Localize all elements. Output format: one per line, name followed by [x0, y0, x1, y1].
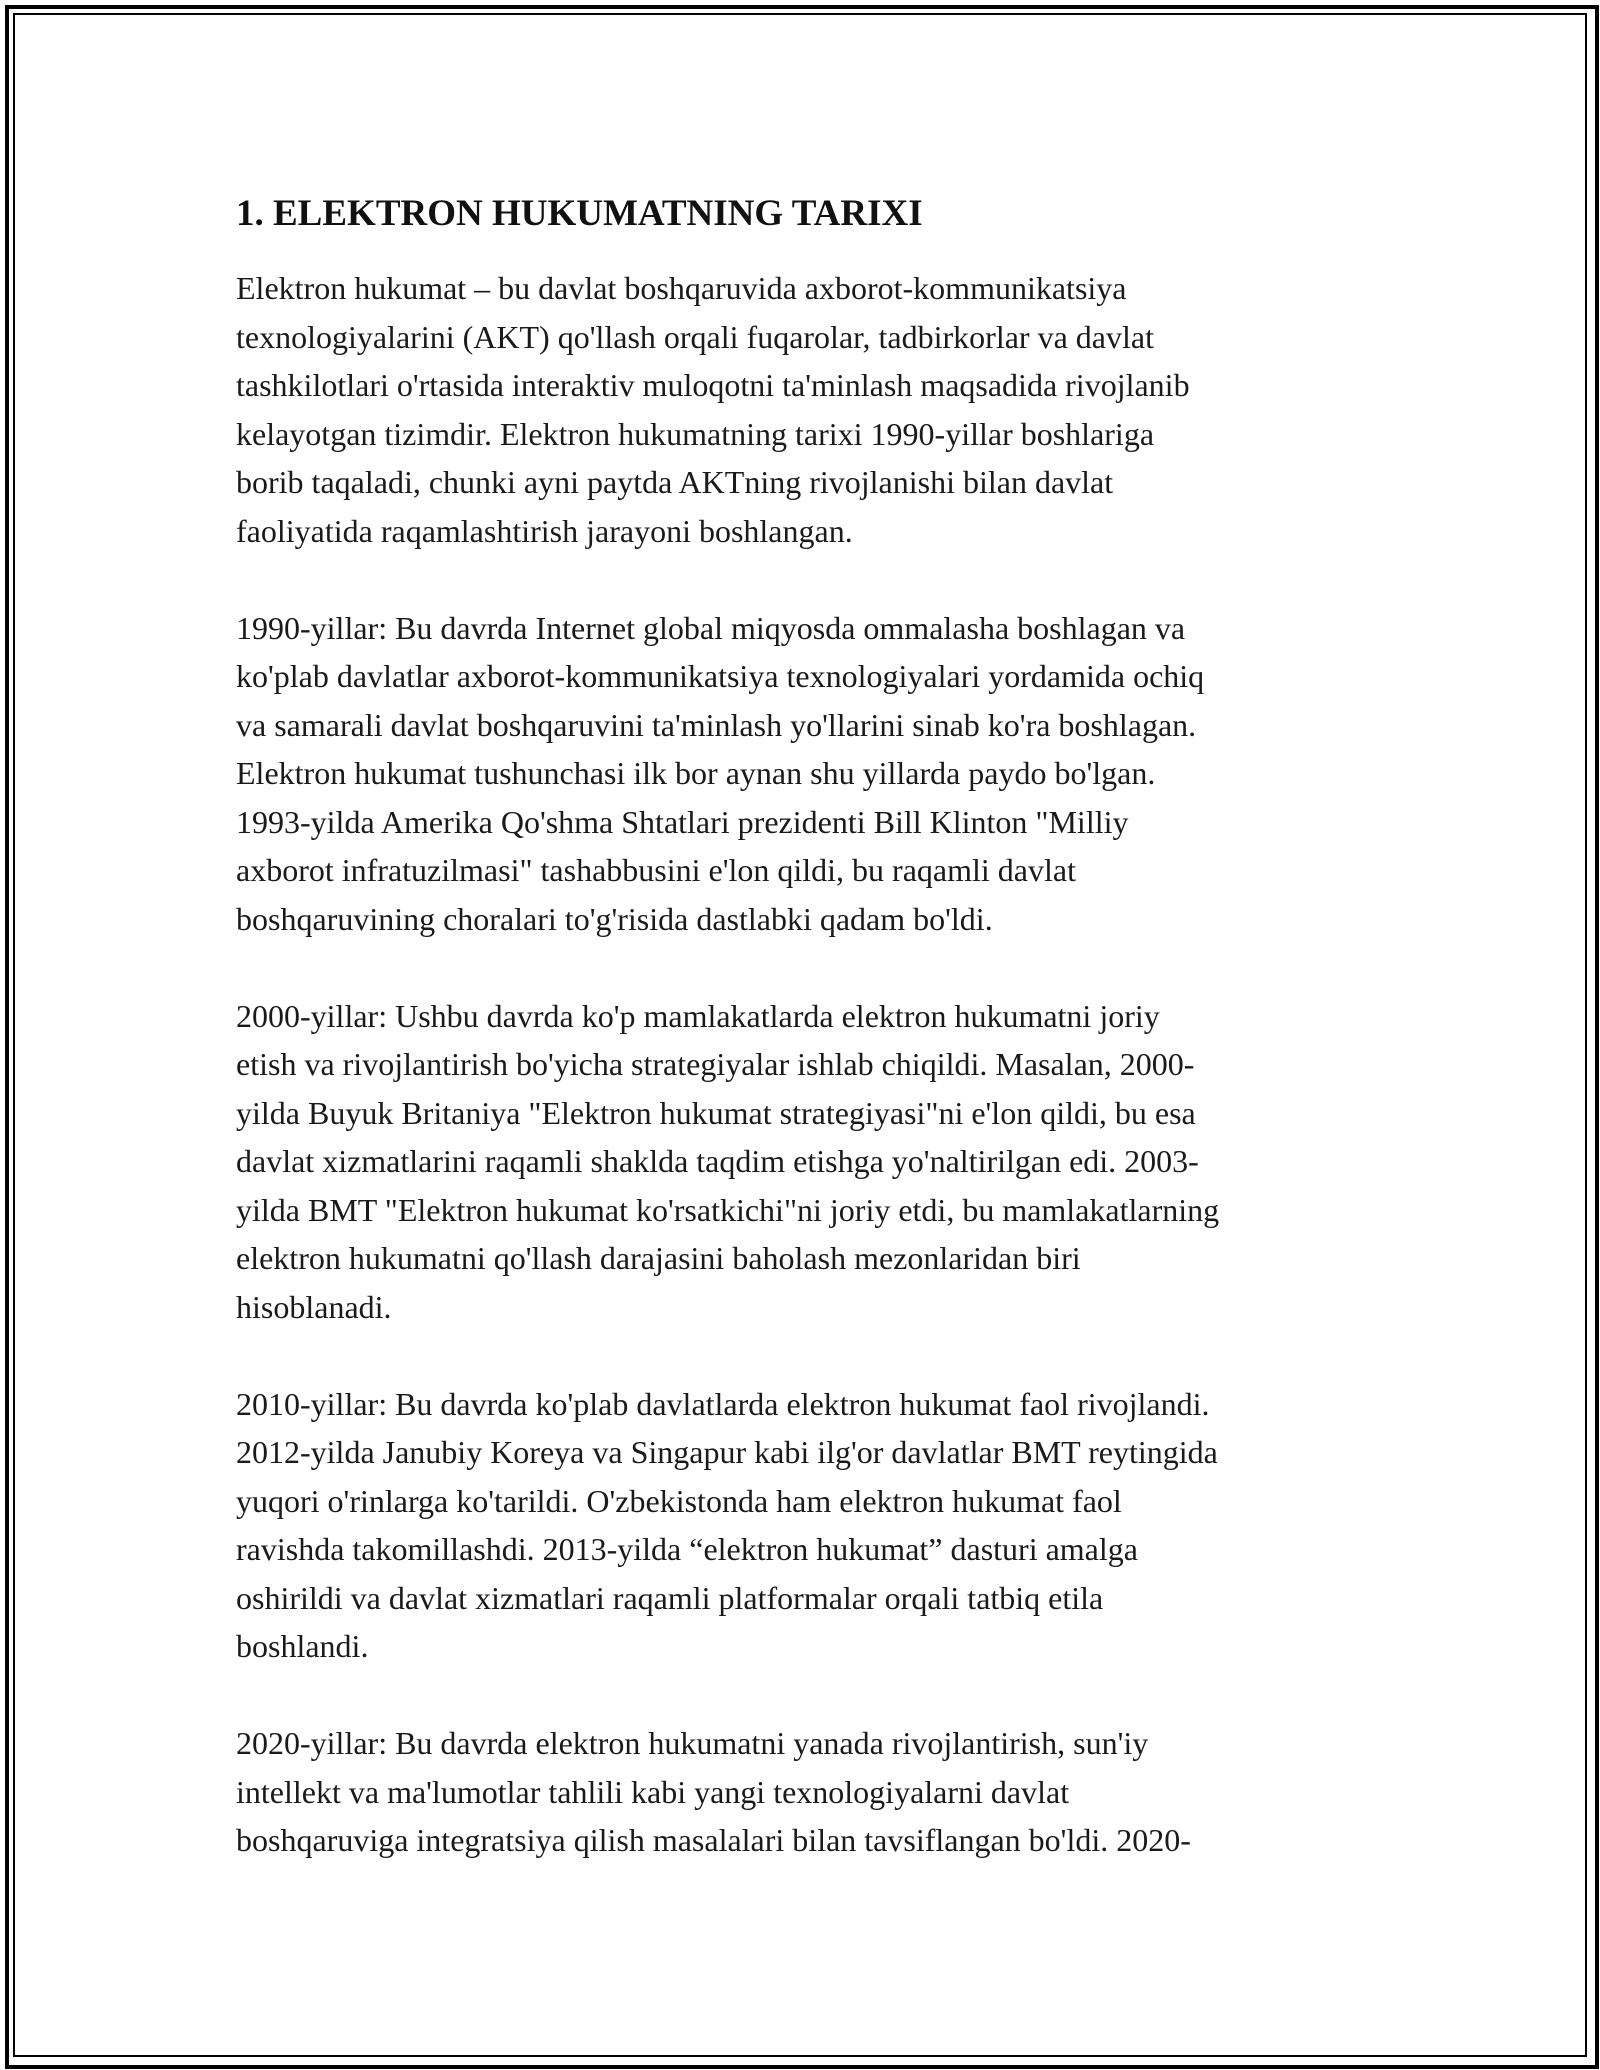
- text-line: Elektron hukumat tushunchasi ilk bor aynan shu yillarda paydo bo'lgan.: [236, 755, 1156, 791]
- text-line: faoliyatida raqamlashtirish jarayoni boshlangan.: [236, 512, 853, 549]
- text-line: 2010-yillar: Bu davrda ko'plab davlatlarda elektron hukumat faol rivojlandi.: [236, 1385, 1210, 1422]
- text-line: 2020-yillar: Bu davrda elektron hukumatni yanada rivojlantirish, sun'iy: [236, 1725, 1149, 1761]
- text-line: 2012-yilda Janubiy Koreya va Singapur kabi ilg'or davlatlar BMT reytingida: [236, 1434, 1218, 1470]
- text-line: ko'plab davlatlar axborot-kommunikatsiya texnologiyalari yordamida ochiq: [236, 658, 1205, 694]
- text-line: yuqori o'rinlarga ko'tarildi. O'zbekistonda ham elektron hukumat faol: [236, 1482, 1122, 1519]
- text-line: tashkilotlari o'rtasida interaktiv muloqotni ta'minlash maqsadida rivojlanib: [236, 367, 1190, 403]
- text-line: borib taqaladi, chunki ayni paytda AKTning rivojlanishi bilan davlat: [236, 464, 1114, 500]
- text-line: kelayotgan tizimdir. Elektron hukumatning tarixi 1990-yillar boshlariga: [236, 415, 1155, 452]
- document-body: [236, 184, 1376, 1913]
- text-line: ravishda takomillashdi. 2013-yilda “elektron hukumat” dasturi amalga: [236, 1531, 1138, 1567]
- text-line: oshirildi va davlat xizmatlari raqamli platformalar orqali tatbiq etila: [236, 1579, 1104, 1616]
- text-line: 2000-yillar: Ushbu davrda ko'p mamlakatlarda elektron hukumatni joriy: [236, 997, 1160, 1034]
- text-line: yilda BMT "Elektron hukumat ko'rsatkichi"ni joriy etdi, bu mamlakatlarning: [236, 1191, 1220, 1228]
- text-line: etish va rivojlantirish bo'yicha strategiyalar ishlab chiqildi. Masalan, 2000-: [236, 1046, 1195, 1082]
- text-line: Elektron hukumat – bu davlat boshqaruvida axborot-kommunikatsiya: [236, 270, 1127, 306]
- paragraph-2010s: [236, 1380, 1376, 1671]
- text-line: va samarali davlat boshqaruvini ta'minlash yo'llarini sinab ko'ra boshlagan.: [236, 706, 1197, 743]
- text-line: texnologiyalarini (AKT) qo'llash orqali fuqarolar, tadbirkorlar va davlat: [236, 318, 1154, 355]
- text-line: davlat xizmatlarini raqamli shaklda taqdim etishga yo'naltirilgan edi. 2003-: [236, 1143, 1199, 1179]
- text-line: axborot infratuzilmasi" tashabbusini e'lon qildi, bu raqamli davlat: [236, 852, 1076, 888]
- paragraph-1990s: [236, 604, 1376, 944]
- paragraph-2000s: [236, 992, 1376, 1332]
- text-line: hisoblanadi.: [236, 1288, 392, 1325]
- text-line: boshqaruviga integratsiya qilish masalalari bilan tavsiflangan bo'ldi. 2020-: [236, 1822, 1191, 1858]
- paragraph-2020s: [236, 1719, 1376, 1865]
- text-line: yilda Buyuk Britaniya "Elektron hukumat strategiyasi"ni e'lon qildi, bu esa: [236, 1094, 1196, 1131]
- text-line: boshqaruvining choralari to'g'risida dastlabki qadam bo'ldi.: [236, 900, 993, 937]
- paragraph-intro: [236, 264, 1376, 555]
- text-line: boshlandi.: [236, 1628, 369, 1664]
- text-line: 1990-yillar: Bu davrda Internet global miqyosda ommalasha boshlagan va: [236, 609, 1186, 646]
- text-line: 1993-yilda Amerika Qo'shma Shtatlari prezidenti Bill Klinton "Milliy: [236, 803, 1129, 840]
- text-line: intellekt va ma'lumotlar tahlili kabi yangi texnologiyalarni davlat: [236, 1773, 1070, 1810]
- text-line: elektron hukumatni qo'llash darajasini baholash mezonlaridan biri: [236, 1240, 1081, 1276]
- section-heading: 1. ELEKTRON HUKUMATNING TARIXI: [236, 193, 923, 234]
